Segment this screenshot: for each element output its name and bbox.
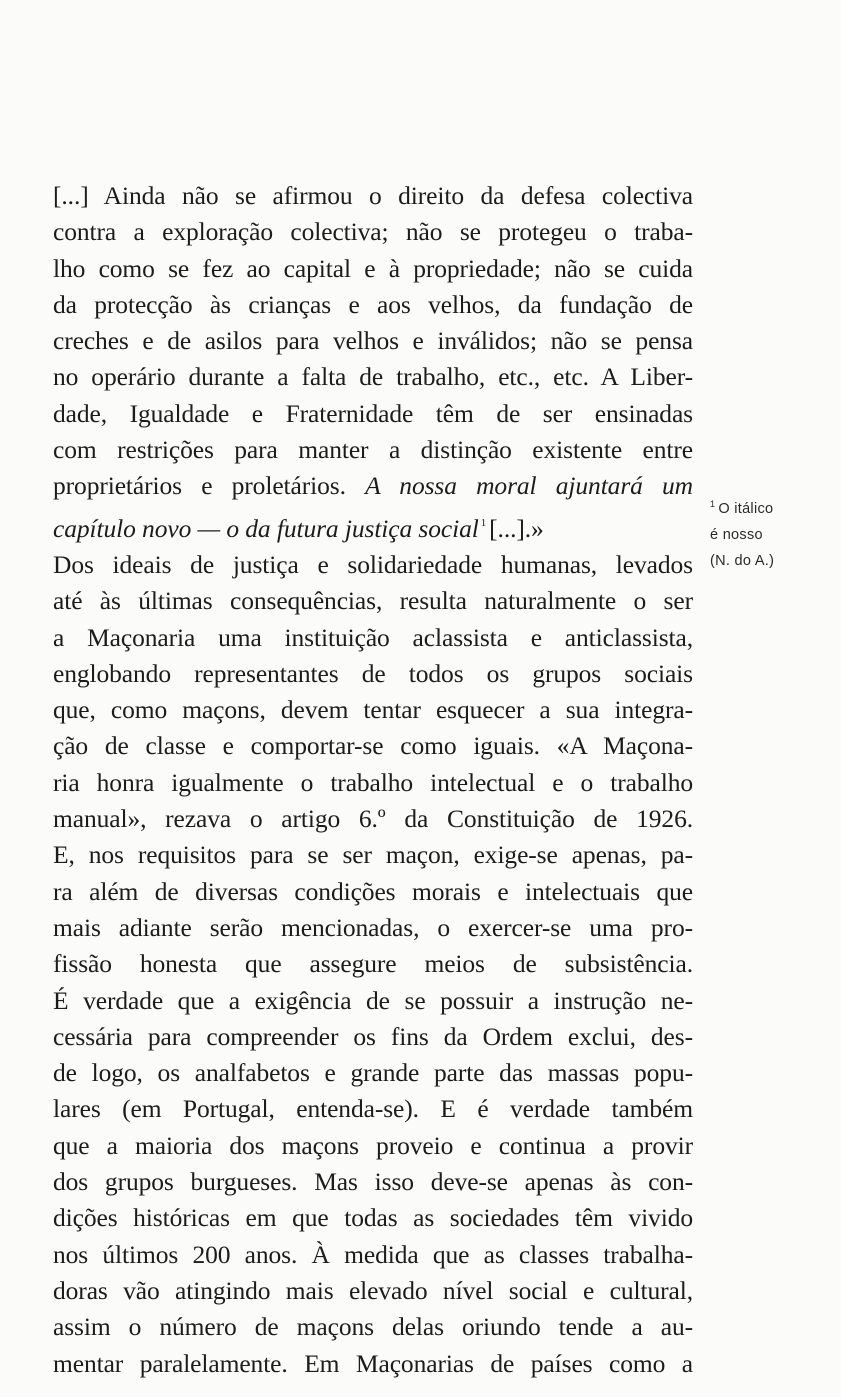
text-line: ria honra igualmente o trabalho intelectual e o trabalho: [53, 767, 693, 797]
text-line: mentar paralelamente. Em Maçonarias de países como a: [53, 1348, 693, 1378]
text-line: ção de classe e comportar-se como iguais. «A Maçona-: [53, 731, 693, 761]
text-line: a Maçonaria uma instituição aclassista e anticlassista,: [53, 622, 693, 652]
italic-quote: A nossa moral ajuntará um: [365, 471, 693, 501]
text-line: Dos ideais de justiça e solidariedade humanas, levados: [53, 549, 693, 579]
footnote-marker: 1: [480, 516, 487, 529]
margin-note-line: (N. do A.): [710, 553, 775, 569]
text-line: [...] Ainda não se afirmou o direito da defesa colectiva: [53, 181, 693, 210]
margin-note-line: [710, 491, 820, 522]
text-line: nos últimos 200 anos. À medida que as classes trabalha-: [53, 1239, 693, 1269]
text-line: da protecção às crianças e aos velhos, da fundação de: [53, 289, 693, 319]
text-line: assim o número de maçons delas oriundo tende a au-: [53, 1312, 693, 1342]
margin-note-text: O itálico: [718, 501, 774, 517]
text-line: E, nos requisitos para se ser maçon, exige-se apenas, pa-: [53, 840, 693, 870]
text-line: englobando representantes de todos os grupos sociais: [53, 658, 693, 688]
text-line: dade, Igualdade e Fraternidade têm de ser ensinadas: [53, 398, 693, 428]
text-line: [53, 468, 693, 504]
text-line: dos grupos burgueses. Mas isso deve-se apenas às con-: [53, 1167, 693, 1197]
text-line: dições históricas em que todas as sociedades têm vivido: [53, 1203, 693, 1233]
text-line: É verdade que a exigência de se possuir a instrução ne-: [53, 985, 693, 1015]
text-line: que a maioria dos maçons proveio e continua a provir: [53, 1130, 693, 1160]
text-line: que, como maçons, devem tentar esquecer a sua integra-: [53, 695, 693, 725]
text-line: creches e de asilos para velhos e inválidos; não se pensa: [53, 326, 693, 356]
text-line: fissão honesta que assegure meios de subsistência.: [53, 949, 693, 979]
text-line: com restrições para manter a distinção existente entre: [53, 435, 693, 465]
margin-note-line: é nosso: [710, 527, 763, 543]
text-fragment: [...].»: [489, 513, 544, 543]
body-text: [53, 178, 693, 1382]
text-line: [53, 505, 693, 547]
text-line: mais adiante serão mencionadas, o exercer-se uma pro-: [53, 912, 693, 942]
text-line: até às últimas consequências, resulta naturalmente o ser: [53, 586, 693, 616]
text-line: doras vão atingindo mais elevado nível social e cultural,: [53, 1275, 693, 1305]
italic-quote: capítulo novo — o da futura justiça social: [53, 513, 479, 543]
text-line: de logo, os analfabetos e grande parte das massas popu-: [53, 1058, 693, 1088]
footnote-marker: 1: [710, 499, 716, 509]
text-line: no operário durante a falta de trabalho, etc., etc. A Liber-: [53, 362, 693, 392]
text-line: cessária para compreender os fins da Ordem exclui, des-: [53, 1021, 693, 1051]
text-fragment: proprietários e proletários.: [53, 471, 346, 501]
text-line: lho como se fez ao capital e à propriedade; não se cuida: [53, 253, 693, 283]
margin-footnote: [710, 491, 820, 574]
text-line: ra além de diversas condições morais e intelectuais que: [53, 876, 693, 906]
text-line: manual», rezava o artigo 6.º da Constituição de 1926.: [53, 804, 693, 834]
text-line: lares (em Portugal, entenda-se). E é verdade também: [53, 1094, 693, 1124]
text-line: contra a exploração colectiva; não se protegeu o traba-: [53, 217, 693, 247]
